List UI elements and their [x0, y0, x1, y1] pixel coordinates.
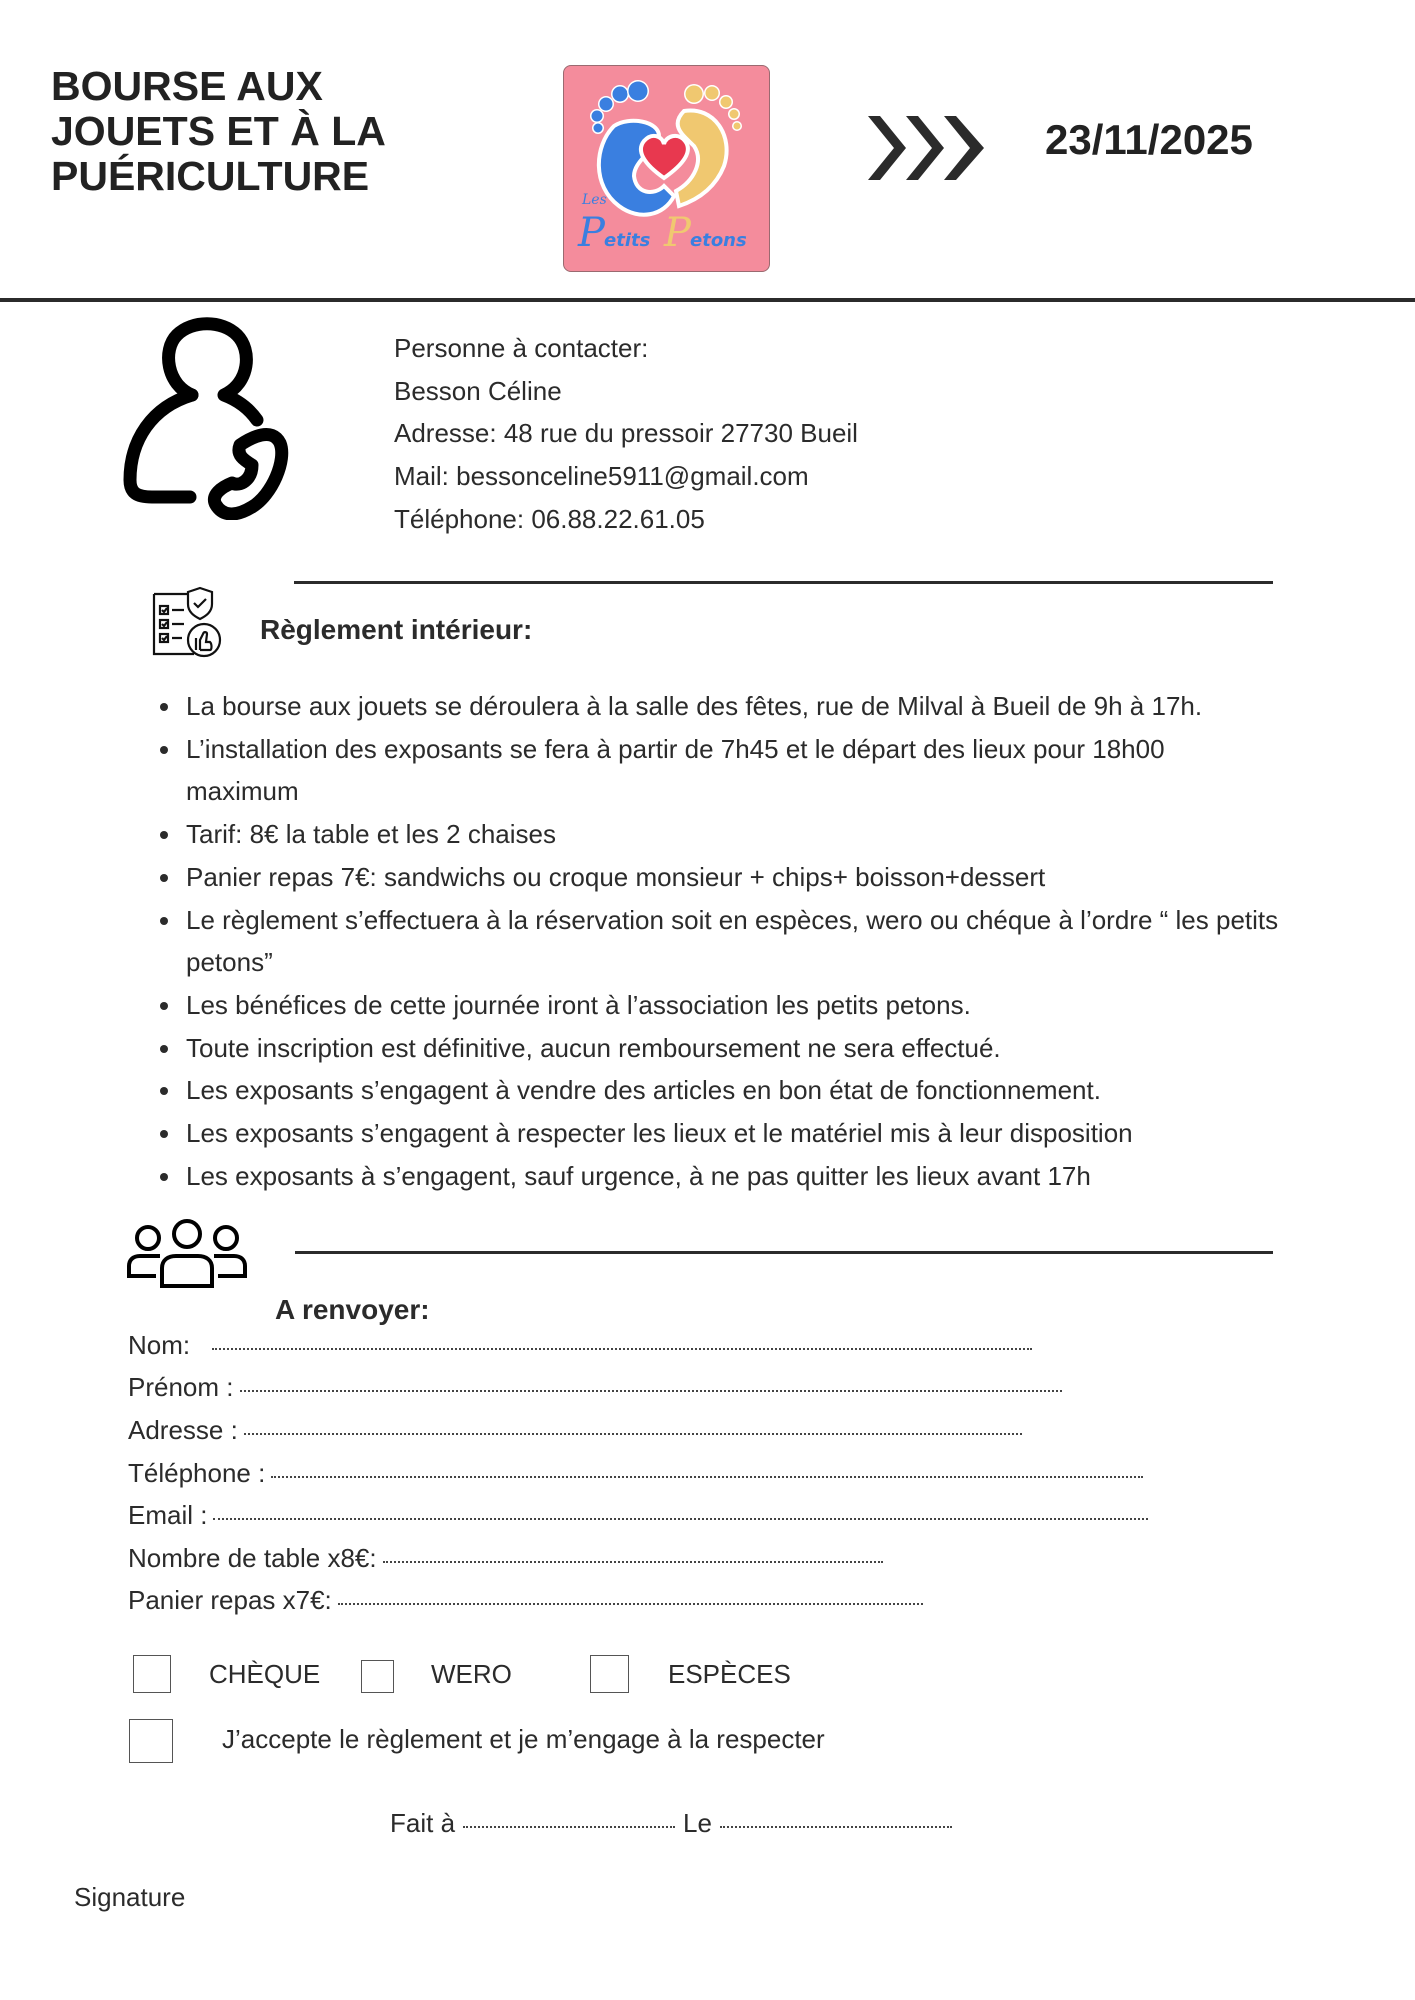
contact-heading: Personne à contacter:	[394, 333, 649, 363]
field-label: Nombre de table x8€:	[128, 1543, 377, 1573]
cheque-label: CHÈQUE	[209, 1659, 321, 1689]
people-group-icon	[126, 1218, 248, 1288]
rule-item: Panier repas 7€: sandwichs ou croque monsieur + chips+ boisson+dessert	[160, 856, 1280, 899]
les-petits-petons-logo	[563, 65, 770, 272]
title-line-1: BOURSE AUX	[51, 63, 323, 109]
field-adresse	[128, 1413, 1022, 1447]
field-nombre-table	[128, 1541, 883, 1575]
field-label: Nom:	[128, 1330, 191, 1360]
contact-email[interactable]: Mail: bessonceline5911@gmail.com	[394, 461, 809, 492]
field-email	[128, 1498, 1148, 1532]
rules-heading: Règlement intérieur:	[260, 614, 533, 645]
wero-checkbox[interactable]	[361, 1660, 394, 1693]
place-label: Fait à	[390, 1808, 456, 1838]
rule-item: Les exposants s’engagent à vendre des articles en bon état de fonctionnement.	[160, 1069, 1280, 1112]
svg-text:etons: etons	[690, 230, 747, 251]
baby-feet-heart-logo-icon	[564, 66, 769, 271]
section-divider	[295, 1251, 1273, 1254]
svg-text:Les: Les	[582, 192, 607, 208]
field-label: Prénom :	[128, 1372, 234, 1402]
adresse-input[interactable]	[244, 1433, 1022, 1435]
field-telephone	[128, 1456, 1143, 1490]
cheque-checkbox[interactable]	[133, 1655, 171, 1693]
rule-item: Le règlement s’effectuera à la réservation soit en espèces, wero ou chéque à l’ordre “ les petits petons”	[160, 899, 1286, 984]
rule-item: Toute inscription est définitive, aucun remboursement ne sera effectué.	[160, 1027, 1280, 1070]
rule-item: L’installation des exposants se fera à partir de 7h45 et le départ des lieux pour 18h00 maximum	[160, 728, 1216, 813]
title-line-2: JOUETS ET À LA	[51, 108, 386, 154]
svg-text:P: P	[578, 210, 605, 256]
rule-item: La bourse aux jouets se déroulera à la salle des fêtes, rue de Milval à Bueil de 9h à 17h.	[160, 685, 1280, 728]
rule-item: Les exposants s’engagent à respecter les lieux et le matériel mis à leur disposition	[160, 1112, 1280, 1155]
place-input[interactable]	[463, 1826, 675, 1828]
title-line-3: PUÉRICULTURE	[51, 153, 370, 199]
document-title	[51, 64, 386, 199]
rule-item: Tarif: 8€ la table et les 2 chaises	[160, 813, 1280, 856]
telephone-input[interactable]	[271, 1476, 1143, 1478]
nombre-table-input[interactable]	[383, 1561, 883, 1563]
form-heading: A renvoyer:	[275, 1294, 430, 1325]
checklist-shield-thumbs-up-icon	[148, 584, 224, 658]
field-label: Email :	[128, 1500, 208, 1530]
field-prenom	[128, 1370, 1062, 1404]
nom-input[interactable]	[212, 1348, 1032, 1350]
email-input[interactable]	[213, 1518, 1148, 1520]
rule-item: Les exposants à s’engagent, sauf urgence, à ne pas quitter les lieux avant 17h	[160, 1155, 1280, 1198]
rule-item: Les bénéfices de cette journée iront à l’association les petits petons.	[160, 984, 1280, 1027]
field-label: Téléphone :	[128, 1458, 266, 1488]
field-label: Adresse :	[128, 1415, 238, 1445]
date-input[interactable]	[720, 1826, 952, 1828]
especes-label: ESPÈCES	[668, 1659, 791, 1689]
date-label: Le	[683, 1808, 712, 1838]
event-date: 23/11/2025	[1045, 116, 1253, 163]
rules-list	[160, 685, 1280, 1197]
section-divider	[294, 581, 1273, 584]
wero-label: WERO	[431, 1659, 512, 1689]
field-nom	[128, 1328, 1032, 1362]
place-date-line	[390, 1806, 952, 1840]
accept-rules-checkbox[interactable]	[129, 1719, 173, 1763]
panier-repas-input[interactable]	[338, 1603, 923, 1605]
prenom-input[interactable]	[240, 1390, 1062, 1392]
field-panier-repas	[128, 1583, 923, 1617]
contact-name: Besson Céline	[394, 375, 562, 406]
field-label: Panier repas x7€:	[128, 1585, 332, 1615]
especes-checkbox[interactable]	[590, 1655, 629, 1693]
contact-info	[394, 327, 858, 541]
header-divider	[0, 298, 1415, 302]
signature-label: Signature	[74, 1882, 186, 1912]
accept-rules-label: J’accepte le règlement et je m’engage à la respecter	[222, 1724, 825, 1754]
contact-phone-icon	[112, 315, 297, 520]
contact-address: Adresse: 48 rue du pressoir 27730 Bueil	[394, 418, 858, 449]
svg-text:P: P	[664, 210, 691, 256]
svg-text:etits: etits	[604, 230, 651, 251]
contact-phone[interactable]: Téléphone: 06.88.22.61.05	[394, 503, 705, 534]
triple-chevron-right-icon	[866, 116, 986, 180]
